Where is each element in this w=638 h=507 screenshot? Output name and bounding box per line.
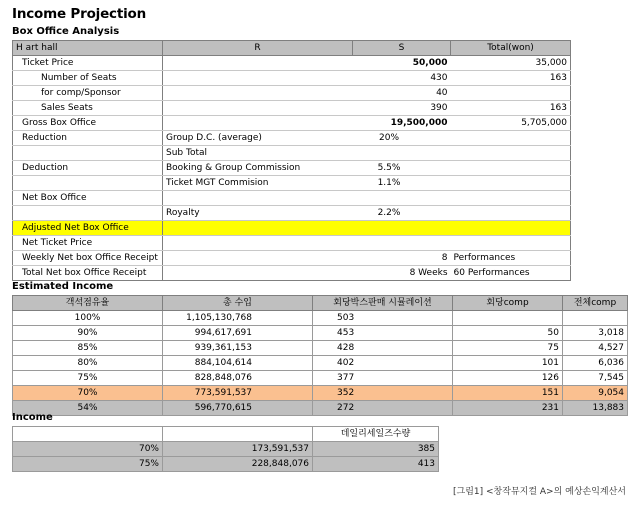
income-cell: 173,591,537	[163, 442, 313, 457]
income-header-cell: 데일리세일즈수량	[313, 427, 439, 442]
box-office-row	[13, 131, 571, 146]
estimated-cell	[453, 311, 563, 326]
estimated-cell: 70%	[13, 386, 163, 401]
row-sublabel	[163, 191, 328, 206]
row-sublabel	[163, 101, 328, 116]
estimated-cell: 75%	[13, 371, 163, 386]
estimated-cell: 80%	[13, 356, 163, 371]
row-count: 8	[328, 251, 451, 266]
row-label	[13, 206, 163, 221]
box-office-row	[13, 221, 571, 236]
r-value: 40	[328, 86, 451, 101]
row-count: 8 Weeks	[328, 266, 451, 281]
estimated-row	[13, 341, 628, 356]
row-rate: 1.1%	[328, 176, 451, 191]
estimated-cell: 85%	[13, 341, 163, 356]
income-section-title: Income	[12, 412, 53, 423]
income-cell: 228,848,076	[163, 457, 313, 472]
s-value	[451, 131, 571, 146]
estimated-row	[13, 326, 628, 341]
estimated-cell: 4,527	[563, 341, 628, 356]
income-cell: 75%	[13, 457, 163, 472]
estimated-header-cell: 총 수입	[163, 296, 313, 311]
estimated-header-row	[13, 296, 628, 311]
header-cell: S	[353, 41, 451, 56]
income-table	[12, 426, 439, 472]
estimated-header-cell: 전체comp	[563, 296, 628, 311]
box-office-row	[13, 86, 571, 101]
box-office-row	[13, 101, 571, 116]
estimated-row	[13, 386, 628, 401]
s-value	[451, 176, 571, 191]
estimated-cell: 101	[453, 356, 563, 371]
estimated-cell: 75	[453, 341, 563, 356]
income-header-row	[13, 427, 439, 442]
income-cell: 385	[313, 442, 439, 457]
r-value: 430	[328, 71, 451, 86]
estimated-cell: 352	[313, 386, 453, 401]
estimated-cell: 428	[313, 341, 453, 356]
s-value	[451, 206, 571, 221]
estimated-header-cell: 회당comp	[453, 296, 563, 311]
row-sublabel	[163, 56, 328, 71]
estimated-cell: 7,545	[563, 371, 628, 386]
row-label: Adjusted Net Box Office	[13, 221, 163, 236]
row-sublabel	[163, 116, 328, 131]
row-label: Number of Seats	[13, 71, 163, 86]
row-sublabel: Group D.C. (average)	[163, 131, 328, 146]
s-value: 60 Performances	[451, 266, 571, 281]
row-rate: 5.5%	[328, 161, 451, 176]
row-sublabel	[163, 71, 328, 86]
box-office-row	[13, 236, 571, 251]
box-office-row	[13, 146, 571, 161]
row-sublabel: Sub Total	[163, 146, 328, 161]
estimated-cell: 503	[313, 311, 453, 326]
r-value: 19,500,000	[328, 116, 451, 131]
box-office-row	[13, 176, 571, 191]
row-label	[13, 146, 163, 161]
row-sublabel	[163, 86, 328, 101]
box-office-row	[13, 71, 571, 86]
estimated-cell: 828,848,076	[163, 371, 313, 386]
income-row	[13, 457, 439, 472]
estimated-cell: 50	[453, 326, 563, 341]
estimated-cell: 126	[453, 371, 563, 386]
r-value	[328, 221, 451, 236]
page-title: Income Projection	[12, 6, 147, 22]
box-office-table	[12, 40, 571, 281]
row-label	[13, 176, 163, 191]
estimated-cell: 231	[453, 401, 563, 416]
s-value: 163	[451, 71, 571, 86]
s-value: 35,000	[451, 56, 571, 71]
r-value	[328, 236, 451, 251]
box-office-row	[13, 266, 571, 281]
s-value: 5,705,000	[451, 116, 571, 131]
row-label: Reduction	[13, 131, 163, 146]
estimated-cell	[563, 311, 628, 326]
box-office-row	[13, 56, 571, 71]
row-label: Net Box Office	[13, 191, 163, 206]
box-office-row	[13, 251, 571, 266]
box-office-header-row	[13, 41, 571, 56]
row-rate	[328, 146, 451, 161]
r-value: 390	[328, 101, 451, 116]
row-sublabel	[163, 221, 328, 236]
row-label: Weekly Net box Office Receipt	[13, 251, 163, 266]
estimated-cell: 151	[453, 386, 563, 401]
box-office-row	[13, 161, 571, 176]
estimated-cell: 3,018	[563, 326, 628, 341]
s-value	[451, 191, 571, 206]
estimated-income-table	[12, 295, 628, 416]
estimated-row	[13, 401, 628, 416]
row-sublabel	[163, 251, 328, 266]
s-value	[451, 146, 571, 161]
row-label: Net Ticket Price	[13, 236, 163, 251]
income-row	[13, 442, 439, 457]
box-office-row	[13, 206, 571, 221]
estimated-row	[13, 356, 628, 371]
estimated-cell: 596,770,615	[163, 401, 313, 416]
box-office-section-title: Box Office Analysis	[12, 26, 120, 37]
estimated-cell: 100%	[13, 311, 163, 326]
row-label: for comp/Sponsor	[13, 86, 163, 101]
s-value	[451, 221, 571, 236]
row-sublabel	[163, 236, 328, 251]
header-cell: Total(won)	[451, 41, 571, 56]
r-value: 50,000	[328, 56, 451, 71]
estimated-cell: 9,054	[563, 386, 628, 401]
estimated-cell: 54%	[13, 401, 163, 416]
r-value	[328, 191, 451, 206]
estimated-cell: 994,617,691	[163, 326, 313, 341]
box-office-row	[13, 116, 571, 131]
estimated-cell: 402	[313, 356, 453, 371]
box-office-row	[13, 191, 571, 206]
estimated-row	[13, 371, 628, 386]
estimated-cell: 377	[313, 371, 453, 386]
estimated-cell: 884,104,614	[163, 356, 313, 371]
s-value	[451, 236, 571, 251]
s-value: Performances	[451, 251, 571, 266]
estimated-cell: 1,105,130,768	[163, 311, 313, 326]
estimated-cell: 453	[313, 326, 453, 341]
s-value	[451, 86, 571, 101]
row-label: Ticket Price	[13, 56, 163, 71]
estimated-row	[13, 311, 628, 326]
row-sublabel	[163, 266, 328, 281]
row-sublabel: Booking & Group Commission	[163, 161, 328, 176]
header-cell: H art hall	[13, 41, 163, 56]
estimated-cell: 939,361,153	[163, 341, 313, 356]
estimated-income-section-title: Estimated Income	[12, 281, 114, 292]
income-cell: 70%	[13, 442, 163, 457]
s-value: 163	[451, 101, 571, 116]
estimated-cell: 272	[313, 401, 453, 416]
income-cell: 413	[313, 457, 439, 472]
row-sublabel: Royalty	[163, 206, 328, 221]
row-sublabel: Ticket MGT Commision	[163, 176, 328, 191]
row-label: Sales Seats	[13, 101, 163, 116]
estimated-cell: 6,036	[563, 356, 628, 371]
header-cell: R	[163, 41, 353, 56]
estimated-header-cell: 회당박스판매 시뮬레이션	[313, 296, 453, 311]
row-rate: 2.2%	[328, 206, 451, 221]
estimated-cell: 773,591,537	[163, 386, 313, 401]
row-label: Gross Box Office	[13, 116, 163, 131]
s-value	[451, 161, 571, 176]
row-label: Deduction	[13, 161, 163, 176]
estimated-header-cell: 객석점유율	[13, 296, 163, 311]
estimated-cell: 13,883	[563, 401, 628, 416]
row-rate: 20%	[328, 131, 451, 146]
income-header-cell	[13, 427, 163, 442]
estimated-cell: 90%	[13, 326, 163, 341]
income-header-cell	[163, 427, 313, 442]
row-label: Total Net box Office Receipt	[13, 266, 163, 281]
figure-caption: [그림1] <창작뮤지컬 A>의 예상손익계산서	[453, 487, 626, 497]
